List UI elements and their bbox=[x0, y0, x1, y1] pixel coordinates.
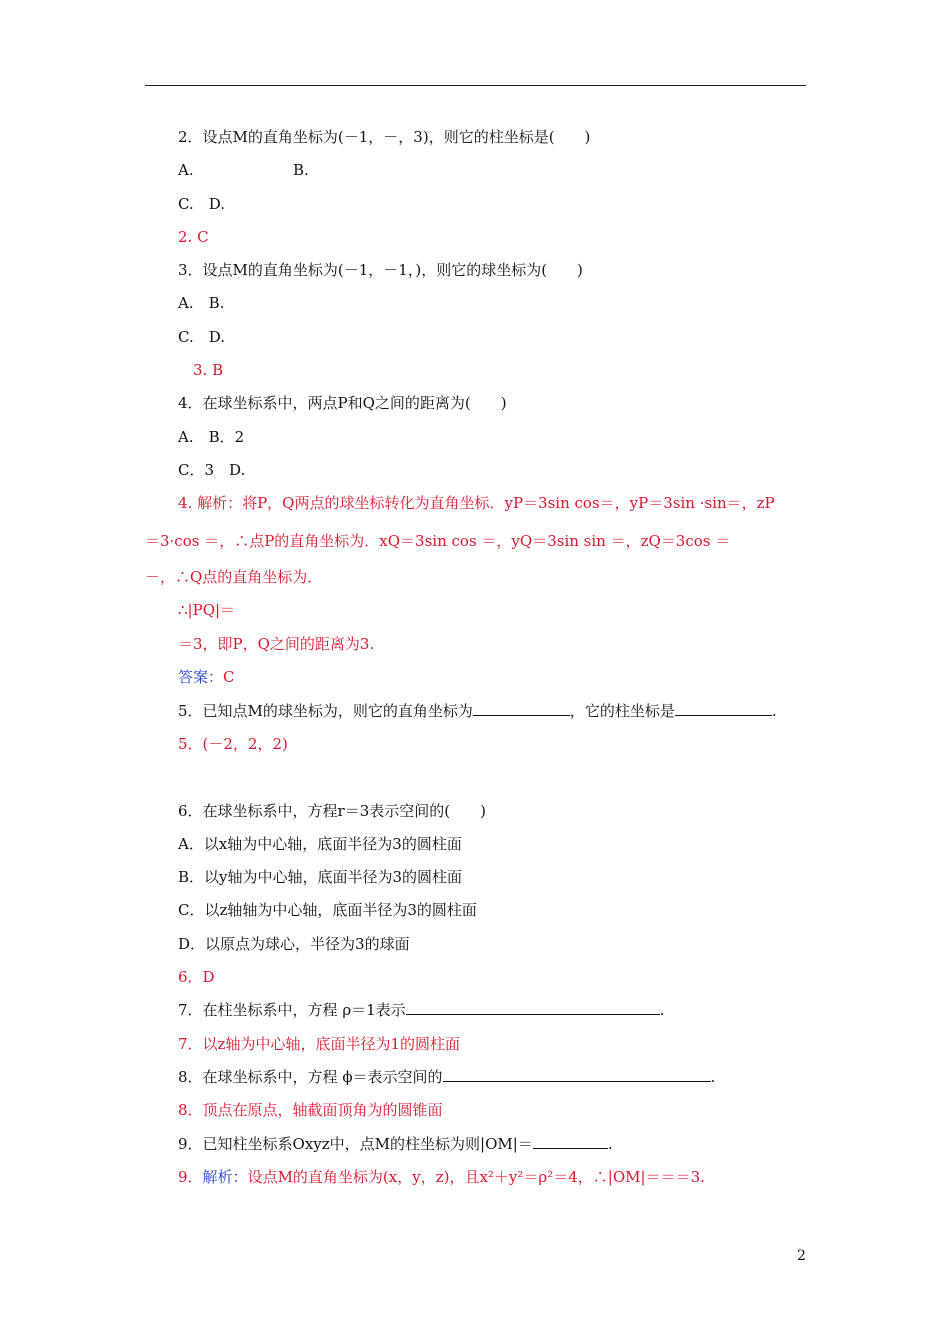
header-rule bbox=[145, 85, 806, 86]
q4-solution-line-1 bbox=[178, 493, 775, 513]
q8-stem bbox=[178, 1067, 715, 1087]
q7-stem-text: 7．在柱坐标系中，方程 ρ＝1表示 bbox=[178, 1001, 406, 1019]
q8-blank[interactable] bbox=[443, 1067, 711, 1082]
q9-stem-text: 9．已知柱坐标系Oxyz中，点M的柱坐标为则|OM|＝ bbox=[178, 1135, 533, 1153]
q2-stem: 2．设点M的直角坐标为(－1，－，3)，则它的柱坐标是( ) bbox=[178, 128, 591, 146]
q6-stem: 6．在球坐标系中，方程r＝3表示空间的( ) bbox=[178, 802, 486, 820]
q9-stem-end: . bbox=[607, 1135, 613, 1153]
q4-solution-text-1: 将P，Q两点的球坐标转化为直角坐标．yP＝3sin cos＝，yP＝3sin ·sin＝，zP bbox=[242, 494, 775, 512]
q6-option-b: B．以y轴为中心轴，底面半径为3的圆柱面 bbox=[178, 868, 463, 886]
q9-stem bbox=[178, 1134, 613, 1154]
q6-answer: 6．D bbox=[178, 968, 215, 986]
q4-solution-line-5: ＝3，即P，Q之间的距离为3. bbox=[178, 635, 375, 653]
q2-option-b: B. bbox=[293, 161, 309, 179]
q3-options-ab: A. B. bbox=[178, 294, 225, 312]
q4-solution-line-4: ∴|PQ|＝ bbox=[178, 601, 236, 619]
q7-stem bbox=[178, 1000, 664, 1020]
q6-option-a: A．以x轴为中心轴，底面半径为3的圆柱面 bbox=[178, 835, 462, 853]
q7-stem-end: . bbox=[659, 1001, 665, 1019]
q7-blank[interactable] bbox=[406, 1000, 660, 1015]
q4-options-ab: A. B．2 bbox=[178, 428, 245, 446]
q2-options-cd: C. D. bbox=[178, 195, 225, 213]
q2-answer: 2. C bbox=[178, 228, 209, 246]
q5-answer: 5．(－2，2，2) bbox=[178, 735, 288, 753]
q4-solution-line-3: －，∴Q点的直角坐标为． bbox=[145, 568, 323, 586]
q4-answer-line bbox=[178, 667, 235, 687]
q9-solution-number: 9． bbox=[178, 1168, 203, 1186]
q5-blank-1[interactable] bbox=[473, 701, 570, 716]
q8-stem-text: 8．在球坐标系中，方程 ϕ＝表示空间的 bbox=[178, 1068, 443, 1086]
q6-option-d: D．以原点为球心，半径为3的球面 bbox=[178, 935, 410, 953]
q4-stem: 4．在球坐标系中，两点P和Q之间的距离为( ) bbox=[178, 394, 507, 412]
q7-answer: 7．以z轴为中心轴，底面半径为1的圆柱面 bbox=[178, 1035, 460, 1053]
q5-stem-part-a: 5．已知点M的球坐标为，则它的直角坐标为 bbox=[178, 702, 473, 720]
q8-stem-end: . bbox=[710, 1068, 716, 1086]
q4-solution-label: 4. 解析： bbox=[178, 494, 243, 512]
q5-blank-2[interactable] bbox=[675, 701, 772, 716]
q3-answer: 3. B bbox=[193, 361, 224, 379]
q3-options-cd: C. D. bbox=[178, 328, 225, 346]
q5-stem-part-b: ，它的柱坐标是 bbox=[569, 702, 675, 720]
q5-stem bbox=[178, 701, 777, 721]
q4-solution-line-2: ＝3·cos ＝，∴点P的直角坐标为．xQ＝3sin cos ＝，yQ＝3sin sin ＝，zQ＝3cos ＝ bbox=[145, 532, 731, 550]
q8-answer: 8．顶点在原点，轴截面顶角为的圆锥面 bbox=[178, 1101, 443, 1119]
q4-answer-value: C bbox=[223, 668, 235, 686]
q6-option-c: C．以z轴轴为中心轴，底面半径为3的圆柱面 bbox=[178, 901, 477, 919]
q2-option-a: A. bbox=[178, 161, 194, 179]
q4-answer-label: 答案： bbox=[178, 668, 224, 686]
q3-stem: 3．设点M的直角坐标为(－1，－1，)，则它的球坐标为( ) bbox=[178, 261, 583, 279]
q9-solution bbox=[178, 1167, 705, 1187]
q9-solution-label: 解析： bbox=[202, 1168, 248, 1186]
q4-options-cd: C．3 D. bbox=[178, 461, 246, 479]
q9-blank[interactable] bbox=[533, 1134, 608, 1149]
q5-stem-end: . bbox=[771, 702, 777, 720]
q9-solution-text: 设点M的直角坐标为(x，y，z)，且x²＋y²＝ρ²＝4，∴|OM|＝＝＝3. bbox=[247, 1168, 705, 1186]
page-number: 2 bbox=[797, 1248, 806, 1264]
